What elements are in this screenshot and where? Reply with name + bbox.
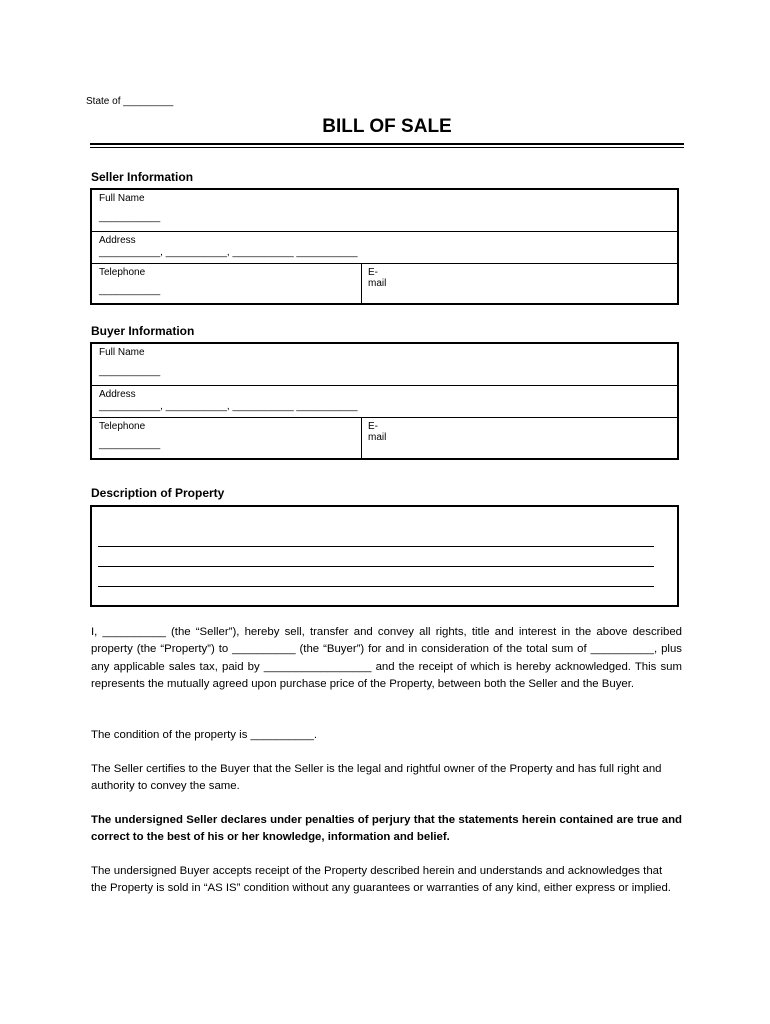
document-title: BILL OF SALE bbox=[322, 116, 452, 137]
as-is-paragraph: The undersigned Buyer accepts receipt of the Property described herein and understands and acknowledges that the Property is sold in “AS IS” condition without any guarantees or warranties of any kind, either express or implied. bbox=[91, 865, 671, 895]
seller-full-name-label: Full Name bbox=[99, 193, 145, 204]
seller-address-field[interactable]: ___________, ___________, ___________ ___________ bbox=[99, 247, 358, 258]
condition-paragraph: The condition of the property is __________. bbox=[91, 729, 318, 741]
property-description-line[interactable] bbox=[98, 546, 654, 547]
seller-heading: Seller Information bbox=[91, 170, 194, 184]
buyer-full-name-row[interactable] bbox=[92, 344, 677, 386]
buyer-contact-row bbox=[92, 418, 677, 458]
buyer-full-name-field[interactable]: ___________ bbox=[99, 366, 161, 377]
property-description-line[interactable] bbox=[98, 586, 654, 587]
buyer-table bbox=[90, 342, 679, 460]
property-description-box[interactable] bbox=[90, 505, 679, 607]
seller-table bbox=[90, 188, 679, 305]
sale-statement-paragraph: I, __________ (the “Seller”), hereby sell, transfer and convey all rights, title and interest in the above described property (the “Property”) to __________ (the “Buyer”) for and in consideration of the total sum of __________, plus any applicable sales tax, paid by _________________ and the receipt of which is hereby acknowledged. This sum represents the mutually agreed upon purchase price of the Property, between both the Seller and the Buyer. bbox=[91, 626, 682, 690]
buyer-address-row[interactable] bbox=[92, 386, 677, 418]
seller-full-name-field[interactable]: ___________ bbox=[99, 212, 161, 223]
state-line[interactable]: State of _________ bbox=[86, 96, 174, 107]
seller-contact-row bbox=[92, 264, 677, 303]
buyer-full-name-label: Full Name bbox=[99, 347, 145, 358]
property-description-line[interactable] bbox=[98, 566, 654, 567]
seller-address-label: Address bbox=[99, 235, 136, 246]
seller-email-cell[interactable] bbox=[361, 264, 387, 303]
seller-email-label: E-mail bbox=[368, 267, 387, 289]
buyer-address-label: Address bbox=[99, 389, 136, 400]
buyer-telephone-field[interactable]: ___________ bbox=[99, 439, 161, 450]
buyer-email-cell[interactable] bbox=[361, 418, 387, 458]
buyer-telephone-label: Telephone bbox=[99, 421, 146, 432]
seller-telephone-label: Telephone bbox=[99, 267, 146, 278]
ownership-paragraph: The Seller certifies to the Buyer that the Seller is the legal and rightful owner of the Property and has full right and authority to convey the same. bbox=[91, 763, 662, 793]
seller-address-row[interactable] bbox=[92, 232, 677, 264]
buyer-email-label: E-mail bbox=[368, 421, 387, 443]
title-divider bbox=[90, 143, 684, 148]
property-heading: Description of Property bbox=[91, 486, 225, 500]
seller-telephone-field[interactable]: ___________ bbox=[99, 285, 161, 296]
seller-full-name-row[interactable] bbox=[92, 190, 677, 232]
buyer-address-field[interactable]: ___________, ___________, ___________ ___________ bbox=[99, 401, 358, 412]
perjury-declaration-paragraph: The undersigned Seller declares under penalties of perjury that the statements herein contained are true and correct to the best of his or her knowledge, information and belief. bbox=[91, 814, 682, 844]
buyer-heading: Buyer Information bbox=[91, 324, 195, 338]
